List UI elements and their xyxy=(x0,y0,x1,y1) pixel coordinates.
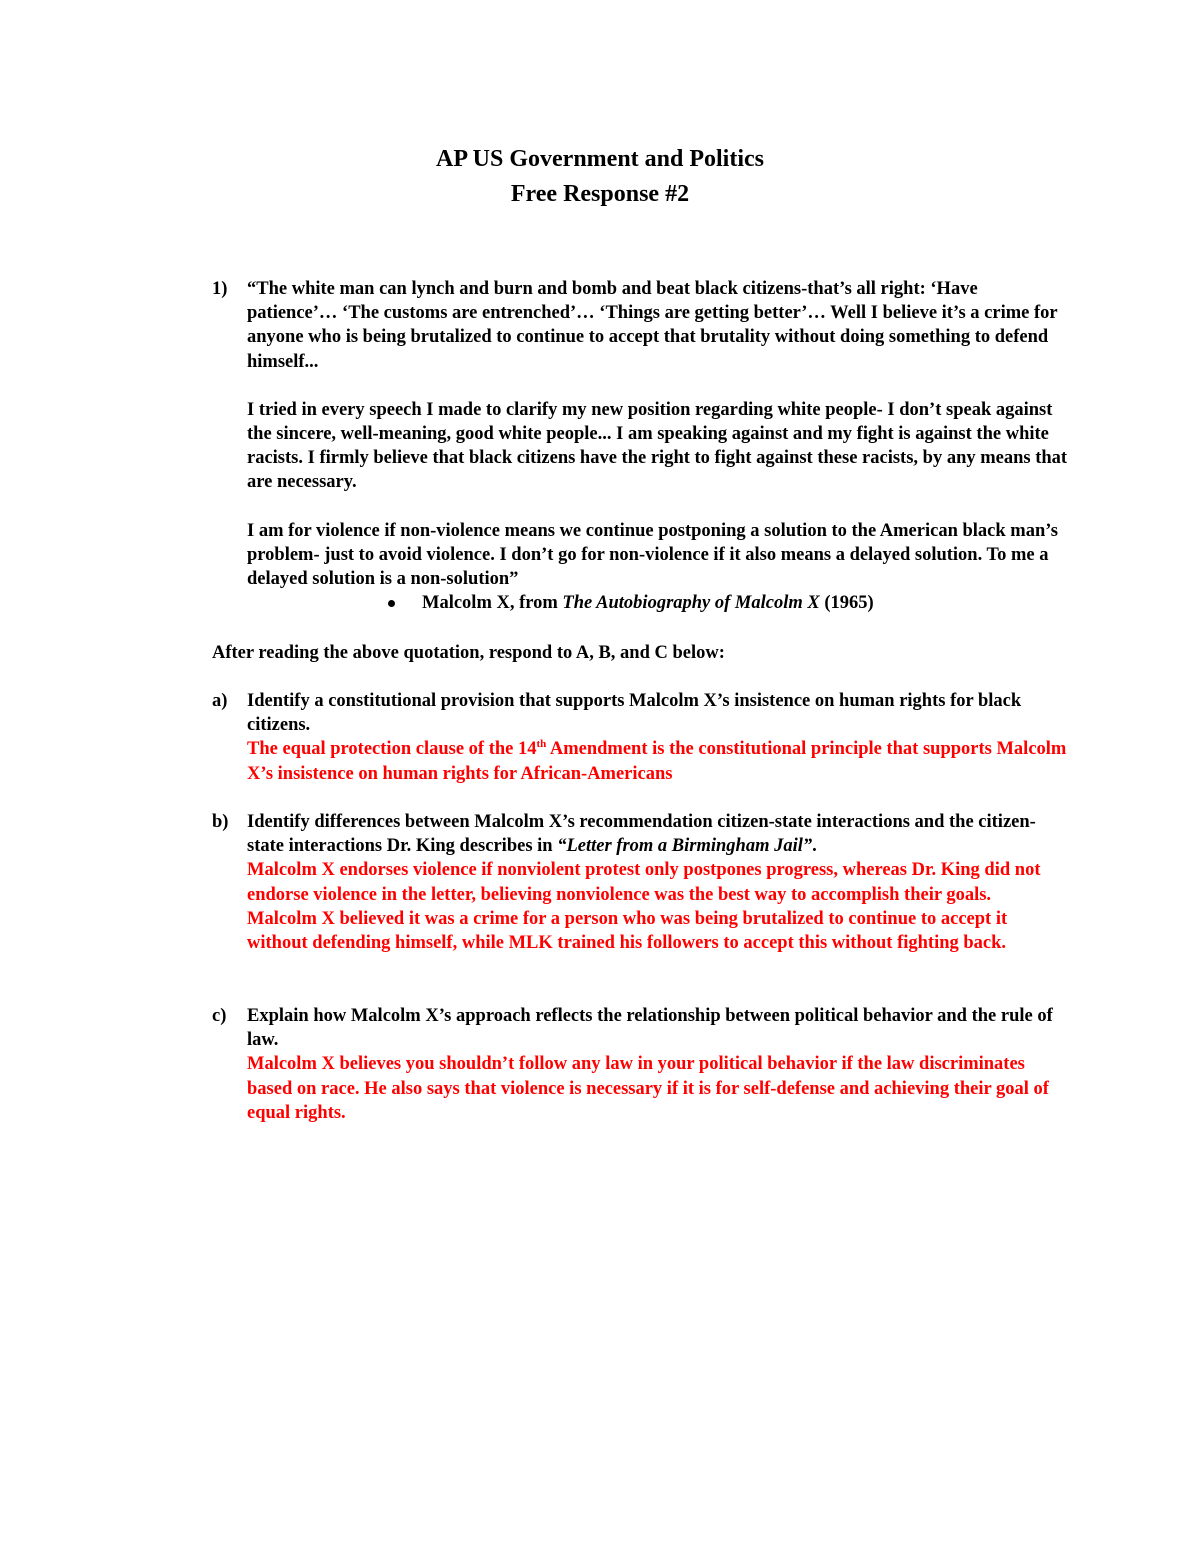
quote-attribution xyxy=(384,591,1072,615)
attribution-year: (1965) xyxy=(819,593,874,614)
part-a-answer xyxy=(247,737,1072,785)
instruction-text: After reading the above quotation, respond to A, B, and C below: xyxy=(212,643,725,663)
part-b-answer-2: Malcolm X believed it was a crime for a person who was being brutalized to continue to accept it without defending himself, while MLK trained his followers to accept this without fighting back. xyxy=(247,908,1008,954)
part-b-question-end: . xyxy=(812,836,817,857)
page-title: AP US Government and Politics xyxy=(436,146,764,172)
page-subtitle: Free Response #2 xyxy=(510,181,690,207)
part-b xyxy=(212,810,1072,955)
part-a-answer-superscript: th xyxy=(536,738,547,751)
part-a-marker: a) xyxy=(212,691,228,711)
bullet-icon xyxy=(388,600,395,607)
part-c xyxy=(212,1004,1072,1125)
attribution-book-title: The Autobiography of Malcolm X xyxy=(562,593,820,614)
part-a xyxy=(212,689,1072,786)
question-1-number: 1) xyxy=(212,279,228,299)
attribution-prefix: Malcolm X, from xyxy=(422,593,563,614)
quote-paragraph-1: “The white man can lynch and burn and bomb and beat black citizens-that’s all right: ‘Have patience’… ‘The customs are entrenched’… ‘Things are getting better’… Well I believe it’s a crime for anyone who is being brutalized to continue to accept that brutality without doing something to defend himself... xyxy=(247,279,1058,372)
part-b-question-text: Identify differences between Malcolm X’s recommendation citizen-state interactions and the citizen-state interactions Dr. King describes in xyxy=(247,812,1036,857)
quote-paragraph-3: I am for violence if non-violence means we continue postponing a solution to the American black man’s problem- just to avoid violence. I don’t go for non-violence if it also means a delayed solution. To me a delayed solution is a non-solution” xyxy=(247,520,1058,590)
part-c-question: Explain how Malcolm X’s approach reflects the relationship between political behavior and the rule of law. xyxy=(247,1006,1053,1051)
part-a-answer-start: The equal protection clause of the 14 xyxy=(247,739,537,760)
part-b-question xyxy=(247,810,1072,858)
part-b-marker: b) xyxy=(212,812,229,832)
question-1 xyxy=(212,277,1072,615)
part-c-answer: Malcolm X believes you shouldn’t follow any law in your political behavior if the law discriminates based on race. He also says that violence is necessary if it is for self-defense and achieving their goal of equal rights. xyxy=(247,1054,1049,1123)
part-c-marker: c) xyxy=(212,1006,227,1026)
part-a-answer-end: Amendment is the constitutional principle that supports Malcolm X’s insistence on human rights for African-Americans xyxy=(247,739,1067,784)
part-a-question: Identify a constitutional provision that supports Malcolm X’s insistence on human rights for black citizens. xyxy=(247,691,1022,736)
quote-paragraph-2: I tried in every speech I made to clarify my new position regarding white people- I don’t speak against the sincere, well-meaning, good white people... I am speaking against and my fight is against the white racists. I firmly believe that black citizens have the right to fight against these racists, by any means that are necessary. xyxy=(247,399,1068,493)
part-b-answer-1: Malcolm X endorses violence if nonviolent protest only postpones progress, whereas Dr. King did not endorse violence in the letter, believing nonviolence was the best way to accomplish their goals. xyxy=(247,860,1041,905)
part-b-letter-title: “Letter from a Birmingham Jail” xyxy=(557,836,813,857)
